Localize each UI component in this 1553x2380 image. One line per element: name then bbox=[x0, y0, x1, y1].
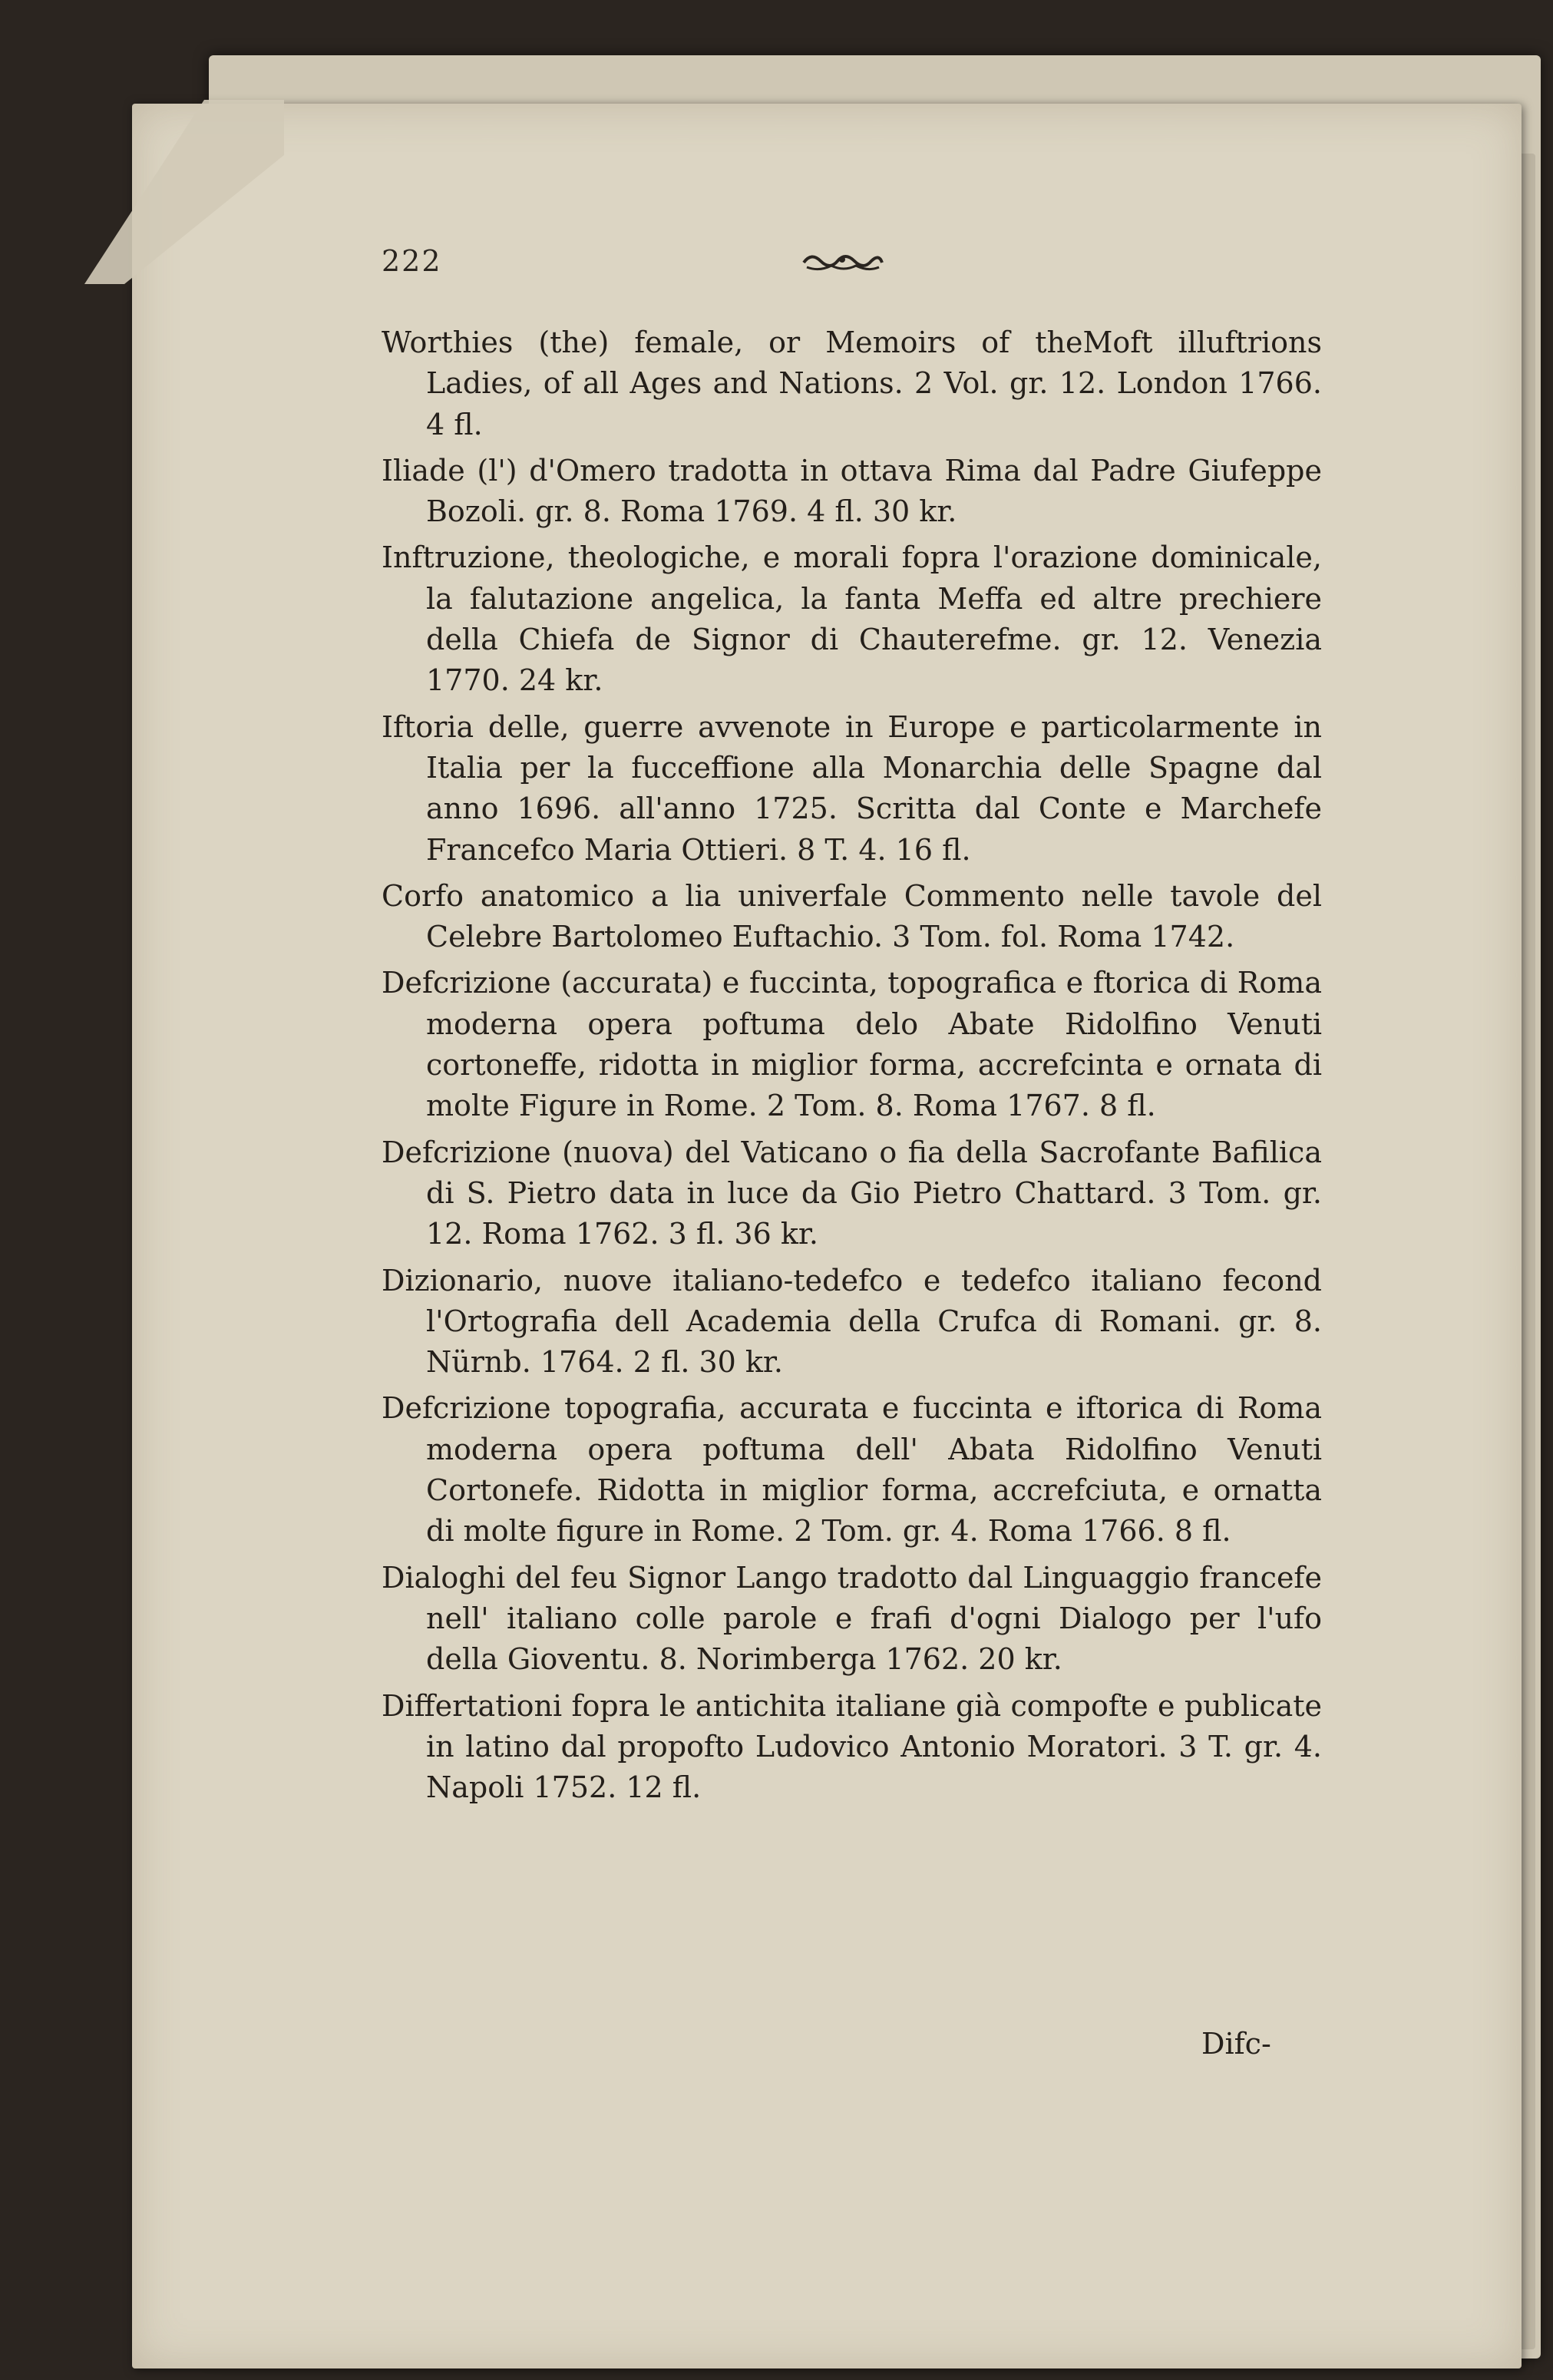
catalog-entry: Differtationi fopra le antichita italiane già compofte e publicate in latino dal propofto Ludovico Antonio Moratori. 3 T. gr. 4. Napoli 1752. 12 fl. bbox=[382, 1688, 1322, 1805]
catalog-entry: Dizionario, nuove italiano-tedefco e tedefco italiano fecond l'Ortografia dell Academia della Crufca di Romani. gr. 8. Nürnb. 1764. 2 fl. 30 kr. bbox=[382, 1263, 1322, 1380]
catalog-entry: Inftruzione, theologiche, e morali fopra l'orazione dominicale, la falutazione angelica, la fanta Meffa ed altre prechiere della Chiefa de Signor di Chauterefme. gr. 12. Venezia 1770. 24 kr. bbox=[382, 540, 1322, 698]
ornament-icon bbox=[796, 246, 888, 276]
catalog-entry: Defcrizione (accurata) e fuccinta, topografica e ftorica di Roma moderna opera poftuma delo Abate Ridolfino Venuti cortoneffe, ridotta in miglior forma, accrefcinta e ornata di molte Figure in Rome. 2 Tom. 8. Roma 1767. 8 fl. bbox=[382, 966, 1322, 1123]
catalog-entry: Corfo anatomico a lia univerfale Commento nelle tavole del Celebre Bartolomeo Euftachio. 3 Tom. fol. Roma 1742. bbox=[382, 878, 1322, 954]
page-header bbox=[382, 244, 1326, 290]
catalog-entry: Worthies (the) female, or Memoirs of theMoft illuftrions Ladies, of all Ages and Nations. 2 Vol. gr. 12. London 1766. 4 fl. bbox=[382, 326, 1322, 441]
catalog-entry: Defcrizione topografia, accurata e fuccinta e iftorica di Roma moderna opera poftuma dell' Abata Ridolfino Venuti Cortonefe. Ridotta in miglior forma, accrefciuta, e ornatta di molte figure in Rome. 2 Tom. gr. 4. Roma 1766. 8 fl. bbox=[382, 1391, 1322, 1549]
page-number: 222 bbox=[382, 244, 442, 278]
catalog-text bbox=[382, 322, 1322, 1813]
catchword: Difc- bbox=[1201, 2027, 1271, 2061]
catalog-entry: Dialoghi del feu Signor Lango tradotto dal Linguaggio francefe nell' italiano colle parole e frafi d'ogni Dialogo per l'ufo della Gioventu. 8. Norimberga 1762. 20 kr. bbox=[382, 1560, 1322, 1677]
catalog-entry: Iliade (l') d'Omero tradotta in ottava Rima dal Padre Giufeppe Bozoli. gr. 8. Roma 1769. 4 fl. 30 kr. bbox=[382, 453, 1322, 529]
catalog-entry: Defcrizione (nuova) del Vaticano o fia della Sacrofante Bafilica di S. Pietro data in luce da Gio Pietro Chattard. 3 Tom. gr. 12. Roma 1762. 3 fl. 36 kr. bbox=[382, 1135, 1322, 1251]
catalog-entry: Iftoria delle, guerre avvenote in Europe e particolarmente in Italia per la fucceffione alla Monarchia delle Spagne dal anno 1696. all'anno 1725. Scritta dal Conte e Marchefe Francefco Maria Ottieri. 8 T. 4. 16 fl. bbox=[382, 709, 1322, 867]
